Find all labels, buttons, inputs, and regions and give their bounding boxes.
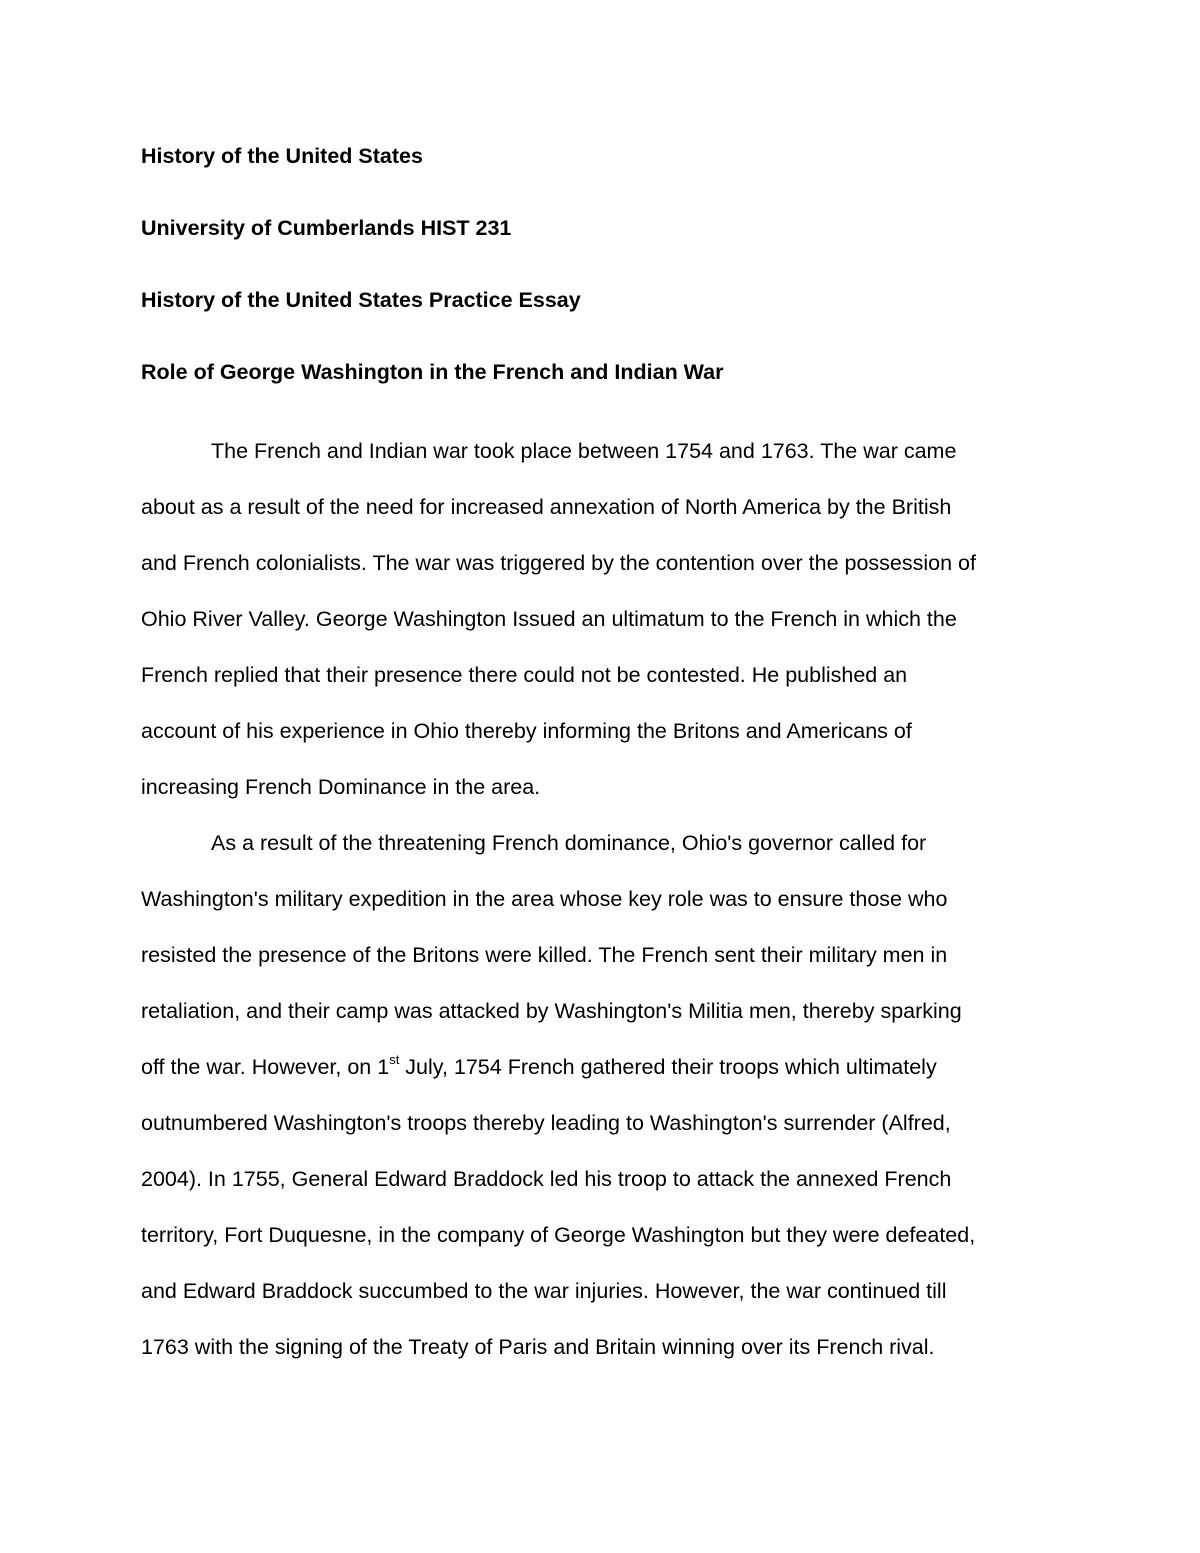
line-text: July, 1754 French gathered their troops which ultimately [399,1055,937,1079]
paragraph-2-line: and Edward Braddock succumbed to the war injuries. However, the war continued till [141,1279,947,1303]
heading-block [141,138,1057,390]
paragraph-2-line: resisted the presence of the Britons were killed. The French sent their military men in [141,943,948,967]
paragraph-2-line: 2004). In 1755, General Edward Braddock led his troop to attack the annexed French [141,1167,952,1191]
paragraph-1-line: The French and Indian war took place between 1754 and 1763. The war came [211,439,957,463]
paragraph-2-line: outnumbered Washington's troops thereby leading to Washington's surrender (Alfred, [141,1111,951,1135]
paragraph-1-line: French replied that their presence there could not be contested. He published an [141,663,908,687]
ordinal-superscript: st [389,1051,400,1067]
paragraph-2-line: 1763 with the signing of the Treaty of Paris and Britain winning over its French rival. [141,1335,935,1359]
paragraph-2-line: retaliation, and their camp was attacked by Washington's Militia men, thereby sparking [141,999,962,1023]
document-body [141,138,1057,1375]
essay-type: History of the United States Practice Essay [141,288,581,312]
paragraph-2-line: As a result of the threatening French dominance, Ohio's governor called for [211,831,927,855]
paragraph-1-line: about as a result of the need for increased annexation of North America by the British [141,495,952,519]
paragraph-2-line: Washington's military expedition in the area whose key role was to ensure those who [141,887,948,911]
essay-title: Role of George Washington in the French and Indian War [141,360,724,384]
paragraph-1 [141,423,1057,815]
paragraph-2-line-with-superscript [141,1039,1057,1095]
paragraph-1-line: increasing French Dominance in the area. [141,775,541,799]
line-text: off the war. However, on 1 [141,1055,390,1079]
paragraph-1-line: Ohio River Valley. George Washington Issued an ultimatum to the French in which the [141,607,957,631]
university-course: University of Cumberlands HIST 231 [141,216,512,240]
paragraph-1-line: account of his experience in Ohio thereby informing the Britons and Americans of [141,719,912,743]
paragraph-2 [141,815,1057,1375]
paragraph-2-line: territory, Fort Duquesne, in the company of George Washington but they were defeated, [141,1223,976,1247]
course-title: History of the United States [141,144,423,168]
paragraph-1-line: and French colonialists. The war was triggered by the contention over the possession of [141,551,976,575]
